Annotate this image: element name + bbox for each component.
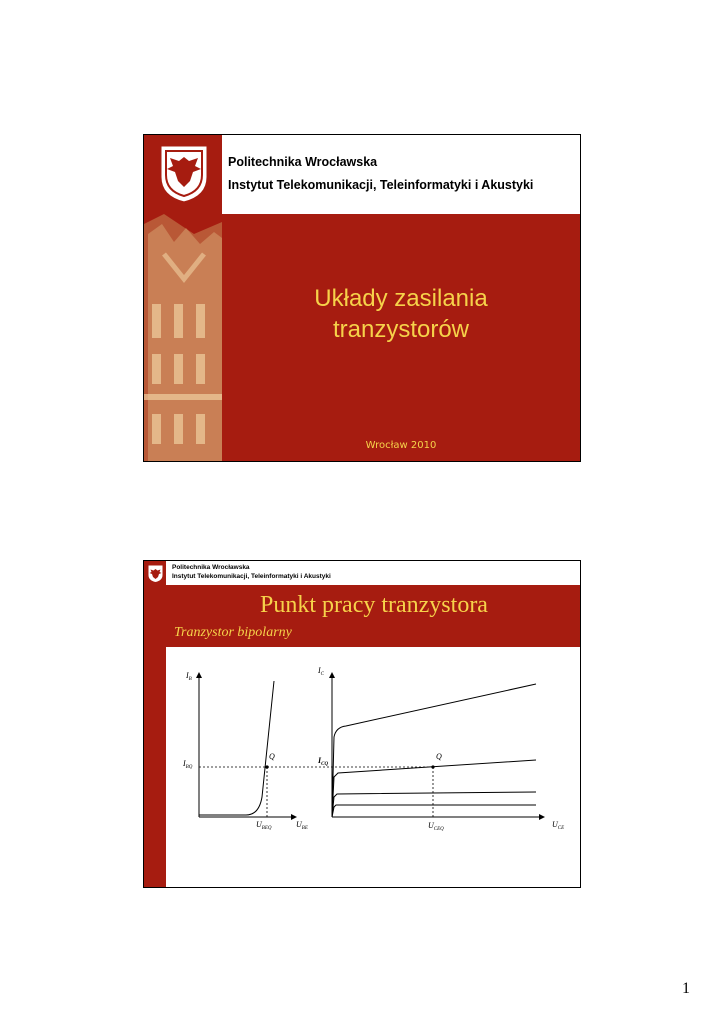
output-curve-3 (332, 760, 536, 817)
left-y-axis-label: $I_B$ (186, 671, 192, 682)
header-band (222, 135, 580, 214)
left-x-axis-label: $U_{BE}$ (296, 820, 308, 831)
right-x-axis-label: $U_{CE}$ (552, 820, 565, 831)
slide-title (222, 283, 580, 345)
left-q-label: Q (269, 752, 275, 761)
slide-subtitle: Tranzystor bipolarny (174, 625, 292, 640)
right-y-axis-label: $I_C$ (318, 666, 325, 677)
slide-title-line1: Układy zasilania (314, 285, 488, 312)
output-curve-1 (332, 805, 536, 817)
uceq-label: $U_{CEQ}$ (428, 821, 444, 832)
transistor-characteristics-diagram (166, 647, 580, 887)
output-characteristics (267, 675, 542, 817)
ibq-label: $I_{BQ}$ (183, 759, 193, 770)
left-brand-strip (144, 561, 166, 887)
page-number: 1 (682, 980, 690, 997)
operating-point-slide (143, 560, 581, 888)
output-curve-4 (332, 684, 536, 817)
right-q-label: Q (436, 752, 442, 761)
institution-name: Politechnika Wrocławska (228, 155, 378, 169)
slide-title-line2: tranzystorów (332, 316, 470, 343)
institute-name: Instytut Telekomunikacji, Teleinformatyki i Akustyki (228, 178, 534, 192)
slide-date: Wrocław 2010 (365, 440, 437, 451)
input-curve (199, 681, 274, 815)
input-characteristic (199, 675, 294, 817)
icq-label: $I_{CQ}$ (318, 756, 329, 767)
ubeq-label: $U_{BEQ}$ (256, 820, 272, 831)
institute-name: Instytut Telekomunikacji, Teleinformatyki i Akustyki (172, 573, 331, 580)
slide-title: Punkt pracy tranzystora (260, 592, 488, 618)
title-slide (143, 134, 581, 462)
eagle-crest-logo (147, 564, 164, 583)
university-building-image (144, 214, 222, 461)
eagle-crest-logo (156, 141, 212, 205)
operating-point-right (431, 765, 434, 768)
institution-name: Politechnika Wrocławska (172, 564, 250, 571)
